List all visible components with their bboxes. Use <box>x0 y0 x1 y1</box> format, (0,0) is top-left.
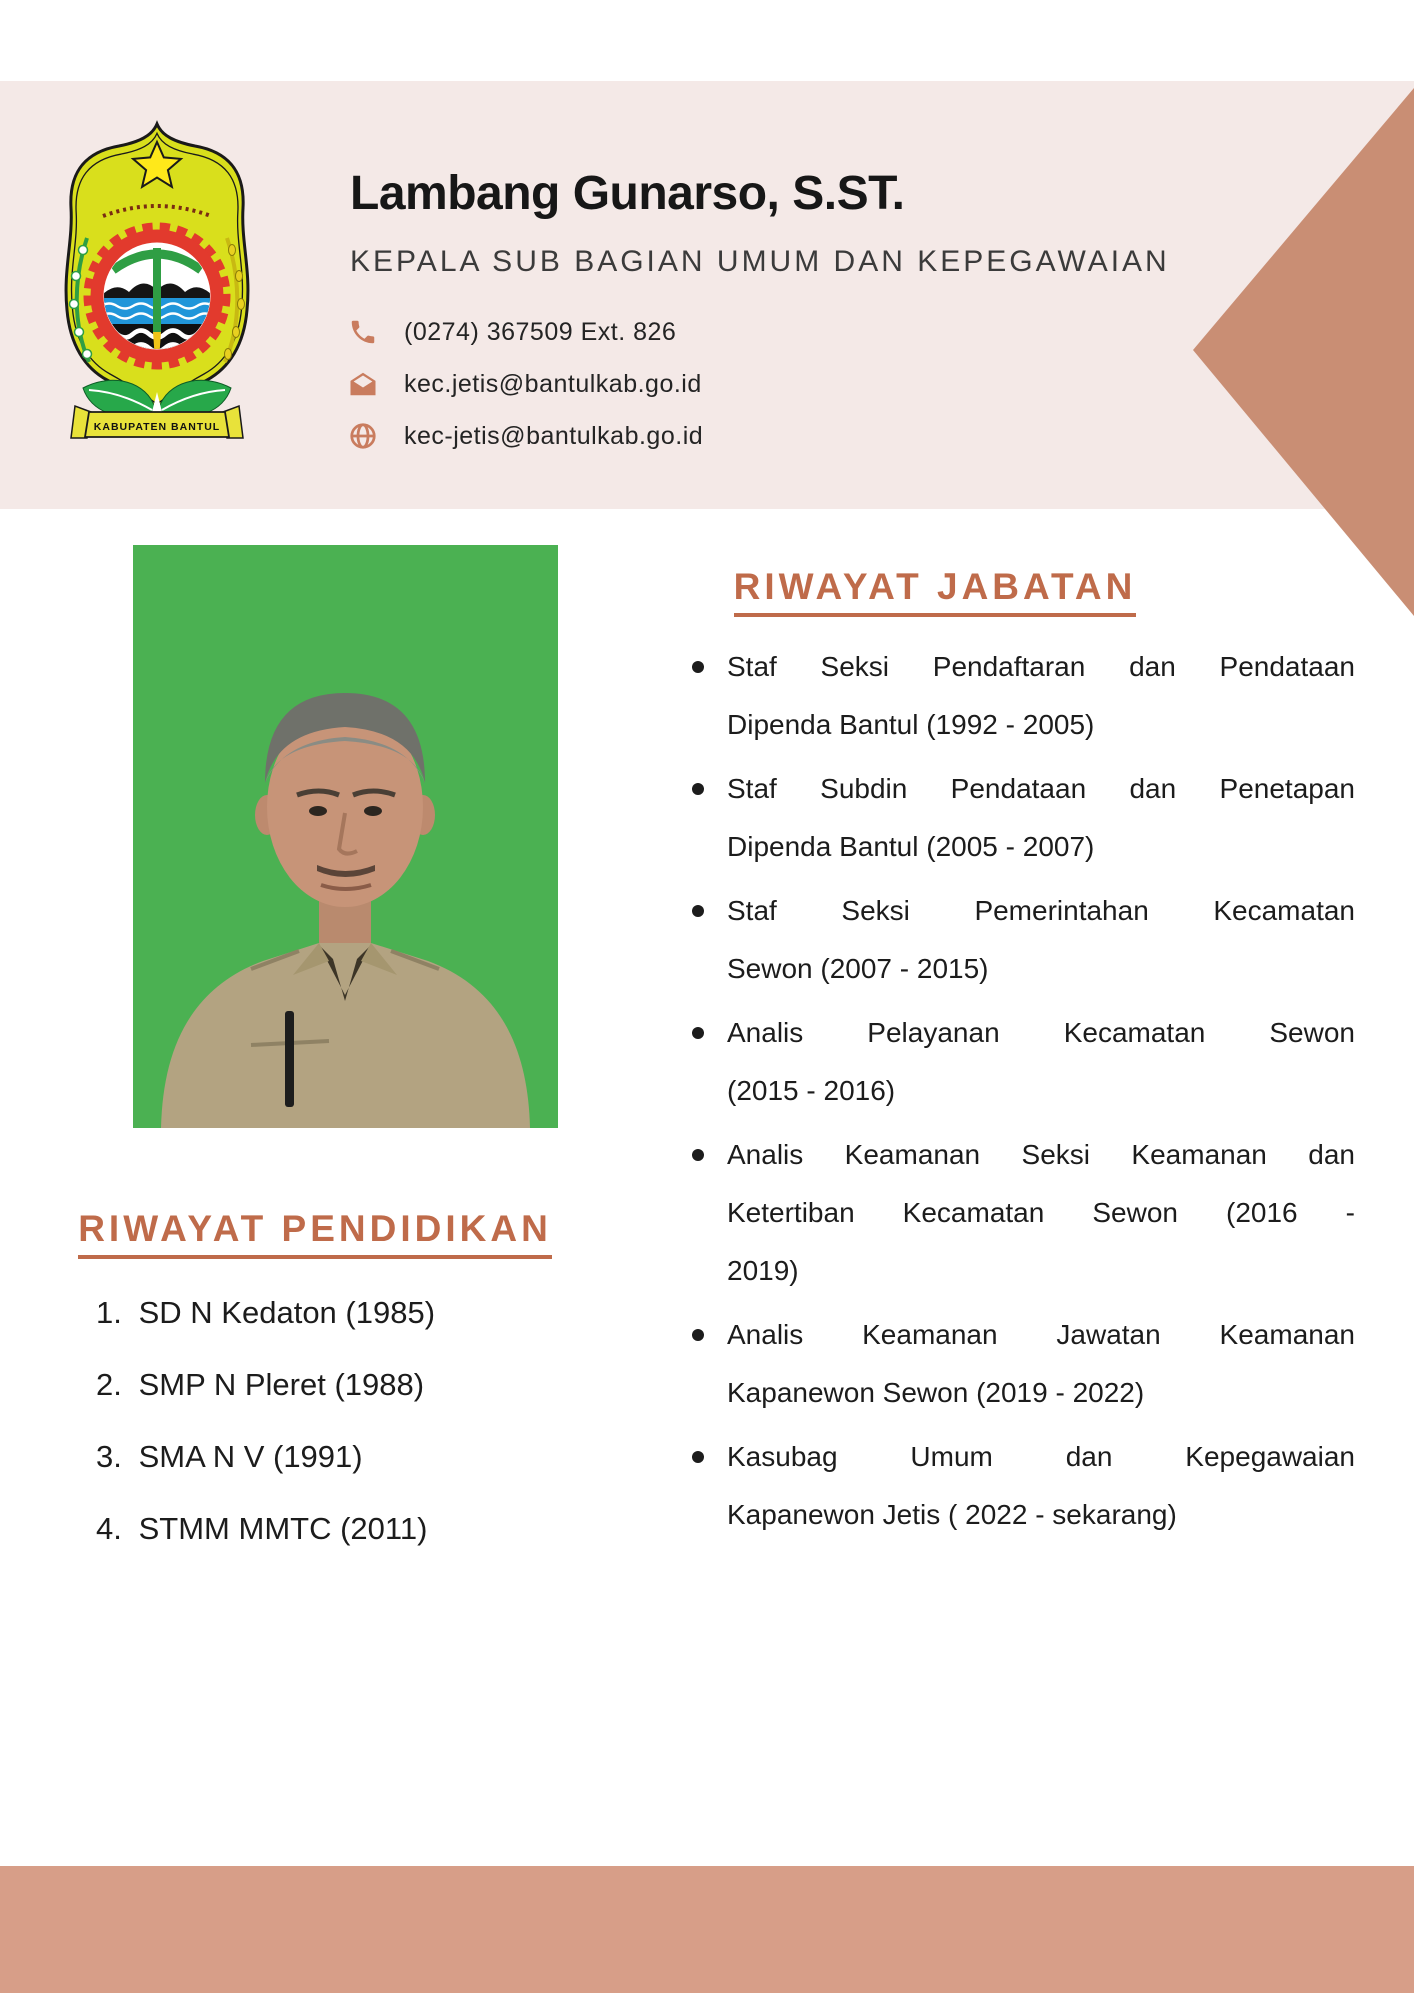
person-job-title: KEPALA SUB BAGIAN UMUM DAN KEPEGAWAIAN <box>350 245 1170 278</box>
jabatan-item-line: 2019) <box>727 1255 799 1286</box>
jabatan-item-line: Analis Keamanan Seksi Keamanan dan <box>727 1139 1355 1170</box>
jabatan-item-line: Ketertiban Kecamatan Sewon (2016 - <box>727 1197 1355 1228</box>
pendidikan-list-item <box>96 1366 576 1403</box>
contact-list <box>348 316 703 472</box>
website-address: kec-jetis@bantulkab.go.id <box>404 421 704 450</box>
jabatan-list-item <box>690 882 1355 998</box>
mail-icon <box>348 369 378 399</box>
jabatan-list-item <box>690 1428 1355 1544</box>
phone-icon <box>348 317 378 347</box>
jabatan-item-line: Kasubag Umum dan Kepegawaian <box>727 1441 1355 1472</box>
bottom-decor-bar <box>0 1866 1414 1993</box>
email-address: kec.jetis@bantulkab.go.id <box>404 369 702 398</box>
pendidikan-list <box>96 1294 576 1582</box>
page-title-person-name: Lambang Gunarso, S.ST. <box>350 167 905 220</box>
contact-row-website <box>348 420 703 452</box>
phone-number: (0274) 367509 Ext. 826 <box>404 317 677 346</box>
pendidikan-item-number: 4. <box>96 1511 122 1546</box>
contact-row-email <box>348 368 703 400</box>
pendidikan-item-text: SD N Kedaton (1985) <box>138 1295 436 1330</box>
decor-triangle <box>1193 88 1414 616</box>
jabatan-item-line: Kapanewon Sewon (2019 - 2022) <box>727 1377 1145 1408</box>
jabatan-list <box>690 638 1355 1550</box>
contact-row-phone <box>348 316 703 348</box>
jabatan-list-item <box>690 638 1355 754</box>
pendidikan-item-number: 2. <box>96 1367 122 1402</box>
bantul-regency-seal-logo <box>55 120 260 450</box>
pendidikan-item-number: 3. <box>96 1439 122 1474</box>
pendidikan-item-number: 1. <box>96 1295 122 1330</box>
jabatan-item-line: Dipenda Bantul (1992 - 2005) <box>727 709 1095 740</box>
jabatan-item-line: Staf Seksi Pendaftaran dan Pendataan <box>727 651 1355 682</box>
pendidikan-list-item <box>96 1438 576 1475</box>
pendidikan-heading: RIWAYAT PENDIDIKAN <box>78 1208 552 1259</box>
jabatan-item-line: Staf Subdin Pendataan dan Penetapan <box>727 773 1355 804</box>
pendidikan-list-item <box>96 1510 576 1547</box>
jabatan-item-line: Kapanewon Jetis ( 2022 - sekarang) <box>727 1499 1177 1530</box>
logo-caption: KABUPATEN BANTUL <box>93 421 221 433</box>
jabatan-heading: RIWAYAT JABATAN <box>734 566 1137 617</box>
jabatan-list-item <box>690 1004 1355 1120</box>
jabatan-item-line: Sewon (2007 - 2015) <box>727 953 989 984</box>
pendidikan-item-text: SMP N Pleret (1988) <box>138 1367 425 1402</box>
section-pendidikan-heading-wrap <box>60 1208 570 1259</box>
jabatan-list-item <box>690 760 1355 876</box>
jabatan-item-line: Analis Keamanan Jawatan Keamanan <box>727 1319 1355 1350</box>
globe-icon <box>348 421 378 451</box>
section-jabatan-heading-wrap <box>690 566 1180 617</box>
jabatan-item-line: (2015 - 2016) <box>727 1075 896 1106</box>
jabatan-item-line: Analis Pelayanan Kecamatan Sewon <box>727 1017 1355 1048</box>
jabatan-list-item <box>690 1126 1355 1300</box>
jabatan-list-item <box>690 1306 1355 1422</box>
pendidikan-item-text: SMA N V (1991) <box>138 1439 363 1474</box>
jabatan-item-line: Dipenda Bantul (2005 - 2007) <box>727 831 1095 862</box>
pendidikan-item-text: STMM MMTC (2011) <box>138 1511 428 1546</box>
pendidikan-list-item <box>96 1294 576 1331</box>
portrait-photo <box>133 545 558 1128</box>
jabatan-item-line: Staf Seksi Pemerintahan Kecamatan <box>727 895 1355 926</box>
